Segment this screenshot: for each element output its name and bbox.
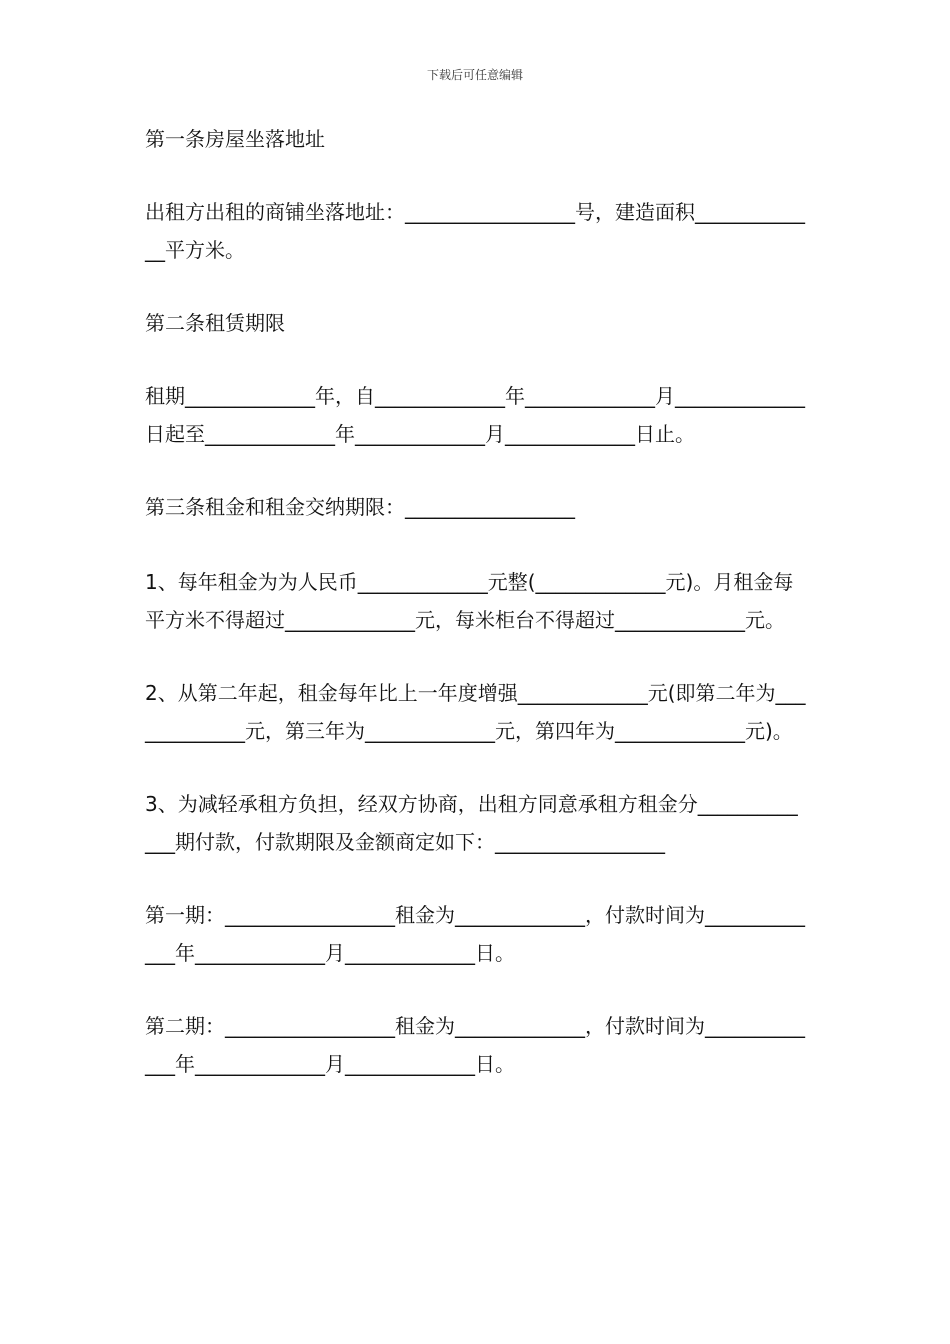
section-1-address: 出租方出租的商铺坐落地址：_________________号，建造面积_____________平方米。: [145, 200, 805, 262]
section-3-item-1: 1、每年租金为为人民币_____________元整(_____________元)。月租金每平方米不得超过_____________元，每米柜台不得超过_____________元。: [145, 570, 794, 632]
section-3-item-2: 2、从第二年起，租金每年比上一年度增强_____________元(即第二年为_____________元，第三年为_____________元，第四年为_____________元)。: [145, 681, 806, 743]
document-body: [145, 120, 807, 1083]
payment-period-1: 第一期：_________________租金为_____________，付款时间为_____________年_____________月_____________日。: [145, 903, 805, 965]
page-header: 下载后可任意编辑: [426, 68, 523, 82]
section-3-item-3: 3、为减轻承租方负担，经双方协商，出租方同意承租方租金分_____________期付款，付款期限及金额商定如下：_________________: [145, 792, 798, 854]
section-3-title: 第三条租金和租金交纳期限：_________________: [145, 495, 575, 519]
payment-period-2: 第二期：_________________租金为_____________，付款时间为_____________年_____________月_____________日。: [145, 1014, 805, 1076]
section-1-title: 第一条房屋坐落地址: [145, 127, 325, 151]
section-2-title: 第二条租赁期限: [145, 311, 285, 335]
section-2-term: 租期_____________年，自_____________年_____________月_____________日起至_____________年_____________月_____________日止。: [145, 384, 805, 446]
